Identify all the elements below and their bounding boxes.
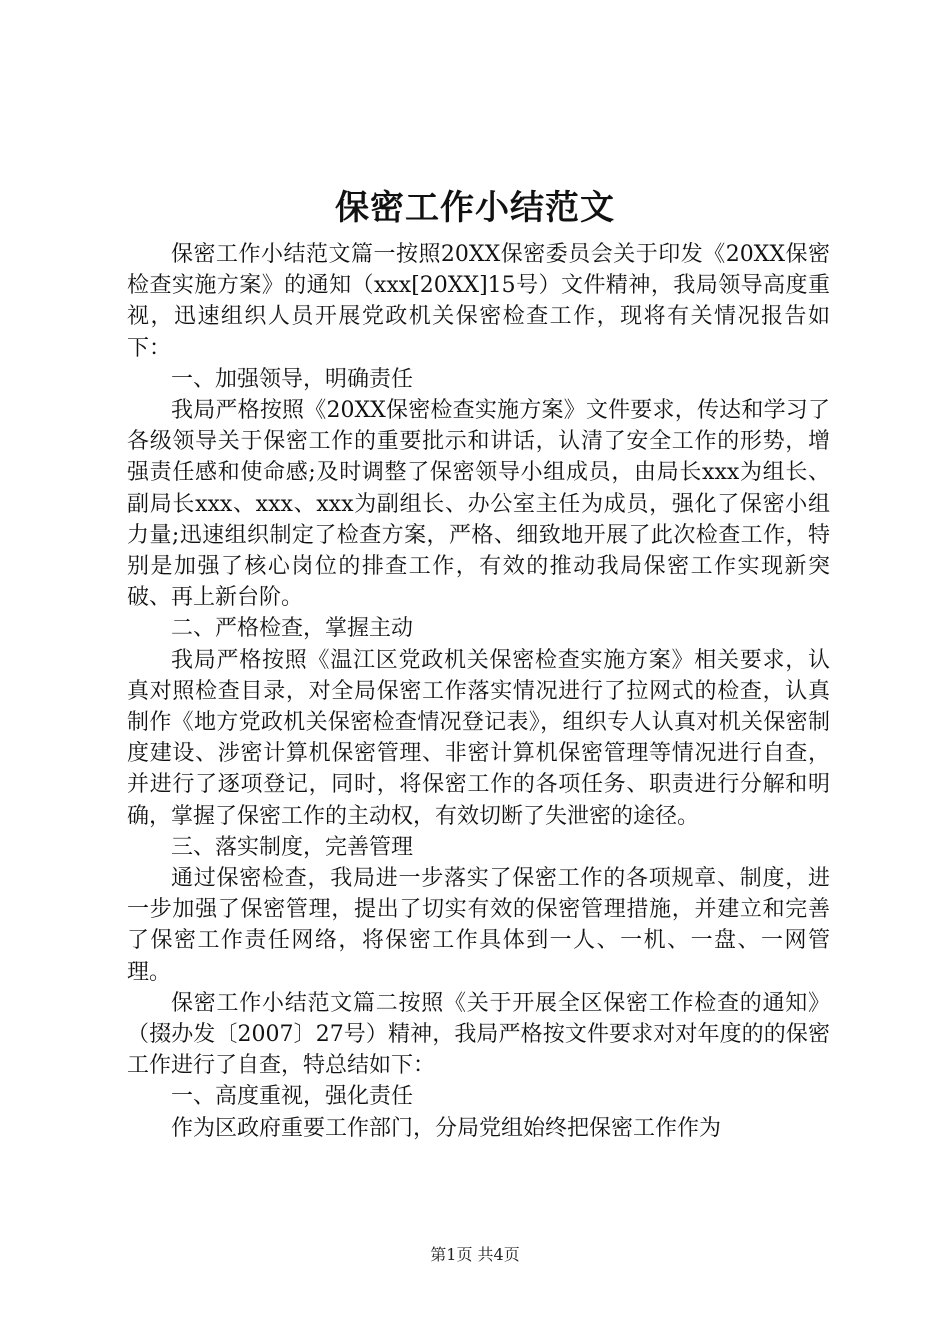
section-heading-1: 一、加强领导，明确责任 — [171, 366, 414, 392]
paragraph-section-4: 作为区政府重要工作部门，分局党组始终把保密工作作为 — [171, 1115, 722, 1141]
section-heading-3: 三、落实制度，完善管理 — [171, 834, 414, 860]
section-heading-2: 二、严格检查，掌握主动 — [171, 616, 414, 642]
paragraph-intro-1: 保密工作小结范文篇一按照20XX保密委员会关于印发《20XX保密检查实施方案》的通知（xxx[20XX]15号）文件精神，我局领导高度重视，迅速组织人员开展党政机关保密检查工作，现将有关情况报告如下： — [127, 242, 830, 361]
paragraph-section-3: 通过保密检查，我局进一步落实了保密工作的各项规章、制度，进一步加强了保密管理，提出了切实有效的保密管理措施，并建立和完善了保密工作责任网络，将保密工作具体到一人、一机、一盘、一网管理。 — [127, 866, 830, 985]
paragraph-section-2: 我局严格按照《温江区党政机关保密检查实施方案》相关要求，认真对照检查目录，对全局保密工作落实情况进行了拉网式的检查，认真制作《地方党政机关保密检查情况登记表》，组织专人认真对机关保密制度建设、涉密计算机保密管理、非密计算机保密管理等情况进行自查，并进行了逐项登记，同时，将保密工作的各项任务、职责进行分解和明确，掌握了保密工作的主动权，有效切断了失泄密的途径。 — [127, 647, 830, 829]
page-footer: 第1页 共4页 — [430, 1245, 520, 1264]
document-title: 保密工作小结范文 — [335, 188, 615, 228]
section-heading-4: 一、高度重视，强化责任 — [171, 1084, 414, 1110]
paragraph-intro-2: 保密工作小结范文篇二按照《关于开展全区保密工作检查的通知》（掇办发〔2007〕27号）精神，我局严格按文件要求对对年度的的保密工作进行了自查，特总结如下： — [127, 990, 830, 1079]
paragraph-section-1: 我局严格按照《20XX保密检查实施方案》文件要求，传达和学习了各级领导关于保密工作的重要批示和讲话，认清了安全工作的形势，增强责任感和使命感;及时调整了保密领导小组成员，由局长xxx为组长、副局长xxx、xxx、xxx为副组长、办公室主任为成员，强化了保密小组力量;迅速组织制定了检查方案，严格、细致地开展了此次检查工作，特别是加强了核心岗位的排查工作，有效的推动我局保密工作实现新突破、再上新台阶。 — [127, 398, 830, 611]
document-body — [127, 239, 830, 1144]
